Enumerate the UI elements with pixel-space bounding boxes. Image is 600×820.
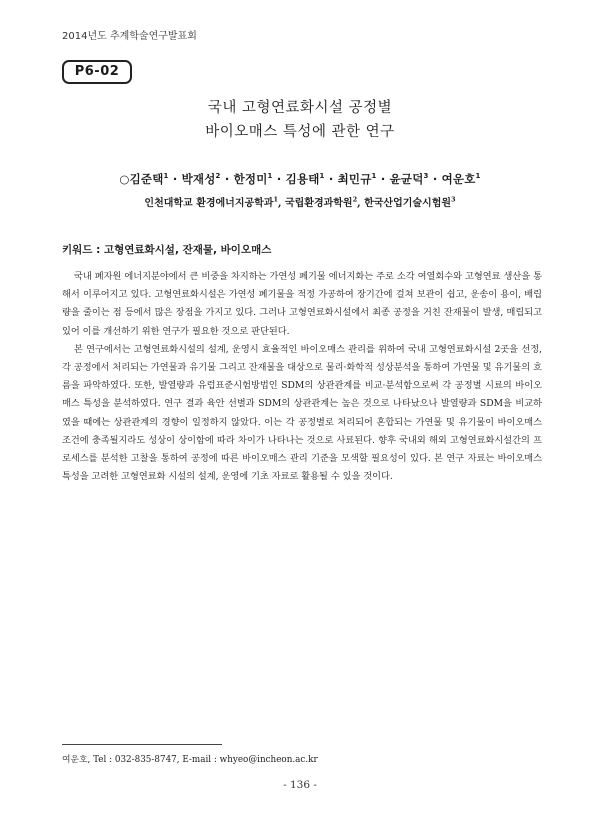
author-affiliation-mark: 1 [267,172,273,181]
abstract-body [62,268,542,486]
footnote-divider [62,744,222,745]
author-affiliation-mark: 1 [475,172,481,181]
author-name: 최민규 [337,172,372,186]
conference-header: 2014년도 추계학술연구발표회 [62,31,197,42]
author-name: 여운호 [441,172,476,186]
affiliation-mark: 1 [273,195,278,204]
affiliation-name: 한국산업기술시험원 [364,198,452,209]
affiliation-list: 인천대학교 환경에너지공학과$^1$, 국립환경과학원$^2$, 한국산업기술시험원$^3$ [144,195,456,209]
corresponding-author-footnote: 여운호, Tel : 032-835-8747, E-mail : whyeo@incheon.ac.kr [62,755,318,765]
affiliation-mark: 3 [451,195,456,204]
affiliation-name: 국립환경과학원 [284,198,353,209]
keywords-line: 키워드 : 고형연료화시설, 잔재물, 바이오매스 [62,244,272,256]
author-affiliation-mark: 1 [163,172,169,181]
author-affiliation-mark: 3 [423,172,429,181]
affiliation-name: 인천대학교 환경에너지공학과 [144,198,274,209]
abstract-paragraph-1: 국내 폐자원 에너지분야에서 큰 비중을 차지하는 가연성 폐기물 에너지화는 주로 소각 여열회수와 고형연료 생산을 통해서 이루어지고 있다. 고형연료화시설은 가연성 폐기물을 적정 가공하여 장기간에 걸쳐 보관이 쉽고, 운송이 용이, 배립량을 줄이는 점 등에서 많은 장점을 가지고 있다. 그러나 고형연료화시설에서 최종 공정을 거친 잔재물이 발생, 매립되고 있어 이를 개선하기 위한 연구가 필요한 것으로 판단된다. [62,271,542,337]
author-name: 김용태 [285,172,320,186]
author-name: ○김준택 [119,172,164,186]
author-name: 한정미 [233,172,268,186]
session-code-badge: P6-02 [62,60,132,84]
author-affiliation-mark: 2 [215,172,221,181]
author-affiliation-mark: 1 [319,172,325,181]
affiliation-mark: 2 [352,195,358,204]
page-number: - 136 - [283,779,317,791]
paper-title-line2: 바이오매스 특성에 관한 연구 [205,124,395,140]
abstract-paragraph-2: 본 연구에서는 고형연료화시설의 설계, 운영시 효율적인 바이오매스 관리를 위하여 국내 고형연료화시설 2곳을 선정, 각 공정에서 처리되는 가연물과 유기물 그리고 잔재물을 대상으로 물리·화학적 성상분석을 통하여 가연물 및 유기물의 흐름을 파악하였다. 또한, 발열량과 유럽표준시험방법인 SDM의 상관관계를 비교·분석함으로써 각 공정별 시료의 바이오매스 특성을 분석하였다. 연구 결과 육안 선별과 SDM의 상관관계는 높은 것으로 나타났으나 발열량과 SDM을 비교하였을 때에는 상관관계의 경향이 일정하지 않았다. 이는 각 공정별로 처리되어 혼합되는 가연물 및 유기물이 바이오매스 조건에 충족될지라도 성상이 상이함에 따라 차이가 나타나는 것으로 사료된다. 향후 국내외 해외 고형연료화시설간의 프로세스를 분석한 고찰을 통하여 공정에 따른 바이오매스 관리 기준을 모색할 필요성이 있다. 본 연구 자료는 바이오매스 특성을 고려한 고형연료화 시설의 설계, 운영에 기초 자료로 활용될 수 있을 것이다. [62,343,542,483]
paper-title-line1: 국내 고형연료화시설 공정별 [207,100,393,116]
author-name: 박재성 [181,172,216,186]
author-list: ○김준택$^1$ · 박재성$^2$ · 한정미$^1$ · 김용태$^1$ · 최민규$^1$ · 윤균덕$^3$ · 여운호$^1$ [119,172,481,186]
author-name: 윤균덕 [389,172,424,186]
author-affiliation-mark: 1 [371,172,377,181]
